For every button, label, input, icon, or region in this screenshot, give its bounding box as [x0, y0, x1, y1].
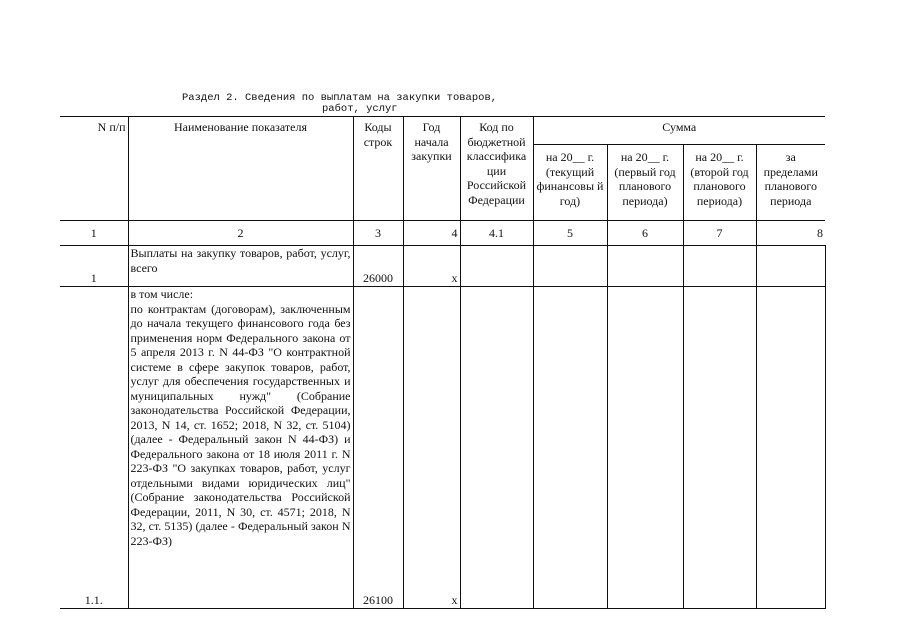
table-row: [60, 287, 825, 609]
column-numbers-row: [60, 221, 825, 246]
payments-table: [60, 116, 826, 609]
row-budget-code: [460, 246, 533, 287]
row-sum-6: [607, 246, 683, 287]
column-number: 3: [353, 221, 403, 246]
header-sum-beyond-plan: за пределами планового периода: [756, 145, 825, 221]
section-title: [182, 93, 527, 115]
row-name-intro: в том числе:: [130, 287, 194, 301]
row-budget-code: [460, 287, 533, 609]
column-number: 7: [683, 221, 756, 246]
row-name: Выплаты на закупку товаров, работ, услуг, всего: [128, 246, 353, 287]
row-code: 26100: [353, 287, 403, 609]
section-title-line-2: работ, услуг: [322, 103, 398, 115]
row-name-cell: [128, 287, 353, 609]
column-number: 8: [756, 221, 825, 246]
row-year: x: [403, 246, 460, 287]
header-num: N п/п: [60, 117, 128, 221]
header-sum-second-plan-year: на 20__ г. (второй год планового периода): [683, 145, 756, 221]
row-sum-7: [683, 287, 756, 609]
header-year: Год начала закупки: [403, 117, 460, 221]
row-num: 1.1.: [60, 287, 128, 609]
row-code: 26000: [353, 246, 403, 287]
header-sum-first-plan-year: на 20__ г. (первый год планового периода): [607, 145, 683, 221]
row-sum-6: [607, 287, 683, 609]
column-number: 4.1: [460, 221, 533, 246]
header-code: Коды строк: [353, 117, 403, 221]
row-sum-8: [756, 246, 825, 287]
header-name: Наименование показателя: [128, 117, 353, 221]
column-number: 1: [60, 221, 128, 246]
row-num: 1: [60, 246, 128, 287]
header-sum: Сумма: [533, 117, 825, 145]
row-sum-8: [756, 287, 825, 609]
row-sum-7: [683, 246, 756, 287]
header-budget-code: Код по бюджетной классифика ции Российской Федерации: [460, 117, 533, 221]
column-number: 6: [607, 221, 683, 246]
header-row-1: [60, 117, 825, 145]
row-name: по контрактам (договорам), заключенным до начала текущего финансового года без применения норм Федерального закона от 5 апреля 2013 г. N 44-ФЗ "О контрактной системе в сфере закупок товаров, работ, услуг для обеспечения государственных и муниципальных нужд" (Собрание законодательства Российской Федерации, 2013, N 14, ст. 1652; 2018, N 32, ст. 5104) (далее - Федеральный закон N 44-ФЗ) и Федерального закона от 18 июля 2011 г. N 223-ФЗ "О закупках товаров, работ, услуг отдельными видами юридических лиц" (Собрание законодательства Российской Федерации, 2011, N 30, ст. 4571; 2018, N 32, ст. 5135) (далее - Федеральный закон N 223-ФЗ): [130, 301, 351, 548]
table-row: [60, 246, 825, 287]
column-number: 2: [128, 221, 353, 246]
column-number: 4: [403, 221, 460, 246]
row-sum-5: [533, 246, 607, 287]
section-title-line-1: Раздел 2. Сведения по выплатам на закупки товаров,: [182, 92, 498, 104]
column-number: 5: [533, 221, 607, 246]
row-sum-5: [533, 287, 607, 609]
header-sum-current-year: на 20__ г. (текущий финансовы й год): [533, 145, 607, 221]
row-year: x: [403, 287, 460, 609]
